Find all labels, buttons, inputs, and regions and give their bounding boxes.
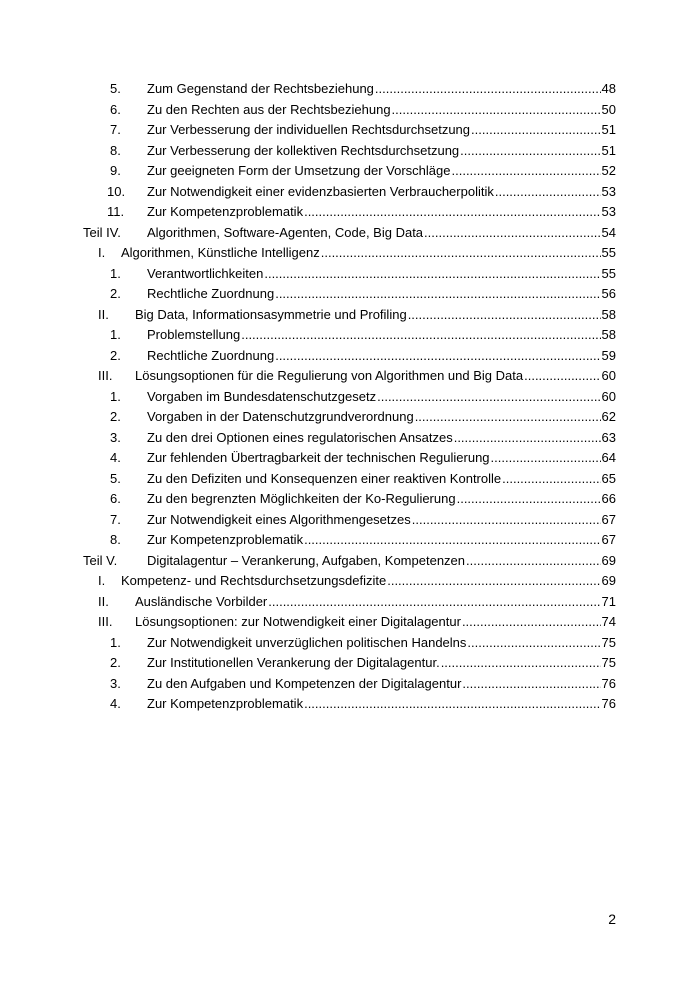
dot-leader: [462, 612, 601, 633]
toc-entry[interactable]: [0, 264, 700, 285]
toc-entry-number: 8.: [110, 532, 121, 547]
toc-entry-line: [121, 243, 616, 264]
toc-entry[interactable]: [0, 428, 700, 449]
toc-entry-page: 63: [601, 429, 616, 445]
toc-entry-page: 69: [601, 573, 616, 588]
dot-leader: [524, 366, 600, 387]
toc-entry-number: I.: [98, 245, 106, 260]
toc-entry-number: 6.: [110, 101, 121, 117]
dot-leader: [392, 100, 601, 121]
toc-entry-title: Zu den drei Optionen eines regulatorischen Ansatzes: [147, 428, 454, 449]
toc-entry[interactable]: [0, 161, 700, 182]
toc-entry[interactable]: [0, 100, 700, 121]
toc-entry[interactable]: [0, 325, 700, 346]
toc-entry-number: III.: [98, 614, 113, 629]
toc-entry-number: 11.: [107, 204, 125, 219]
toc-entry-page: 59: [601, 347, 616, 363]
toc-entry-number: 7.: [110, 122, 121, 137]
toc-entry-title: Zur Institutionellen Verankerung der Digitalagentur.: [147, 653, 441, 674]
dot-leader: [454, 428, 601, 449]
toc-entry-line: [147, 448, 616, 469]
toc-entry-page: 56: [601, 286, 616, 301]
dot-leader: [275, 284, 600, 305]
toc-entry-title: Zur Notwendigkeit eines Algorithmengesetzes: [147, 510, 412, 531]
toc-entry-page: 74: [601, 614, 616, 629]
toc-entry-page: 54: [601, 224, 616, 240]
toc-entry[interactable]: [0, 469, 700, 490]
toc-entry[interactable]: [0, 182, 700, 203]
toc-entry-title: Algorithmen, Künstliche Intelligenz: [121, 243, 321, 264]
toc-entry-title: Digitalagentur – Verankerung, Aufgaben, Kompetenzen: [147, 551, 466, 572]
toc-entry-title: Zur geeigneten Form der Umsetzung der Vorschläge: [147, 161, 452, 182]
toc-entry-page: 52: [601, 163, 616, 178]
toc-entry-title: Algorithmen, Software-Agenten, Code, Big Data: [147, 223, 424, 244]
toc-entry-line: [147, 387, 616, 408]
toc-entry-page: 75: [601, 655, 616, 670]
dot-leader: [412, 510, 601, 531]
toc-entry-number: 5.: [110, 470, 121, 486]
toc-entry-line: [147, 346, 616, 367]
toc-entry-title: Zu den begrenzten Möglichkeiten der Ko-Regulierung: [147, 489, 457, 510]
toc-entry-line: [147, 469, 616, 490]
toc-entry-line: [147, 223, 616, 244]
toc-entry-line: [135, 612, 616, 633]
toc-entry-title: Zum Gegenstand der Rechtsbeziehung: [147, 79, 375, 100]
toc-entry-line: [147, 202, 616, 223]
toc-entry-page: 60: [601, 388, 616, 404]
toc-entry[interactable]: [0, 510, 700, 531]
toc-entry-number: II.: [98, 306, 109, 322]
toc-entry-title: Problemstellung: [147, 325, 241, 346]
toc-entry-number: 1.: [110, 388, 121, 404]
toc-entry-page: 55: [601, 245, 616, 260]
toc-entry-number: II.: [98, 593, 109, 609]
toc-entry[interactable]: [0, 243, 700, 264]
toc-entry-title: Lösungsoptionen: zur Notwendigkeit einer Digitalagentur: [135, 612, 462, 633]
toc-entry-line: [147, 653, 616, 674]
page-number: 2: [608, 911, 616, 927]
toc-entry-number: 2.: [110, 347, 121, 363]
toc-entry-page: 67: [601, 511, 616, 527]
toc-entry-line: [147, 510, 616, 531]
toc-entry-page: 64: [601, 450, 616, 465]
toc-entry[interactable]: [0, 284, 700, 305]
toc-entry-number: 2.: [110, 286, 121, 301]
toc-entry-title: Big Data, Informationsasymmetrie und Profiling: [135, 305, 408, 326]
toc-entry[interactable]: [0, 366, 700, 387]
dot-leader: [462, 674, 600, 695]
toc-entry-line: [147, 161, 616, 182]
toc-entry[interactable]: [0, 694, 700, 715]
dot-leader: [377, 387, 600, 408]
toc-entry-page: 65: [601, 470, 616, 486]
toc-entry-line: [135, 305, 616, 326]
dot-leader: [441, 653, 601, 674]
dot-leader: [466, 551, 601, 572]
toc-entry-page: 53: [601, 204, 616, 219]
toc-entry-title: Zur Kompetenzproblematik: [147, 202, 304, 223]
dot-leader: [424, 223, 600, 244]
toc-entry-page: 75: [601, 634, 616, 650]
toc-entry-title: Kompetenz- und Rechtsdurchsetzungsdefizite: [121, 571, 387, 592]
toc-entry[interactable]: [0, 633, 700, 654]
toc-entry-line: [147, 551, 616, 572]
toc-entry-line: [121, 571, 616, 592]
dot-leader: [304, 694, 600, 715]
toc-entry-number: 1.: [110, 327, 121, 342]
toc-entry[interactable]: [0, 530, 700, 551]
toc-entry[interactable]: [0, 571, 700, 592]
dot-leader: [321, 243, 601, 264]
toc-entry-number: Teil IV.: [83, 224, 121, 240]
toc-entry-title: Zu den Aufgaben und Kompetenzen der Digitalagentur: [147, 674, 462, 695]
toc-entry-number: 2.: [110, 655, 121, 670]
toc-entry-title: Zu den Rechten aus der Rechtsbeziehung: [147, 100, 392, 121]
dot-leader: [491, 448, 601, 469]
toc-entry-line: [147, 100, 616, 121]
toc-entry-number: I.: [98, 573, 106, 588]
toc-entry[interactable]: [0, 612, 700, 633]
toc-entry-number: 7.: [110, 511, 121, 527]
toc-entry-page: 53: [601, 183, 616, 199]
toc-entry-title: Lösungsoptionen für die Regulierung von Algorithmen und Big Data: [135, 366, 524, 387]
toc-entry-line: [147, 428, 616, 449]
dot-leader: [304, 202, 600, 223]
toc-entry-title: Rechtliche Zuordnung: [147, 284, 275, 305]
toc-entry-page: 67: [601, 532, 616, 547]
toc-entry[interactable]: [0, 223, 700, 244]
toc-entry-page: 58: [601, 306, 616, 322]
toc-entry-number: 9.: [110, 163, 121, 178]
toc-entry-title: Zur Notwendigkeit einer evidenzbasierten Verbraucherpolitik: [147, 182, 495, 203]
toc-entry[interactable]: [0, 79, 700, 100]
toc-entry-title: Zur Kompetenzproblematik: [147, 530, 304, 551]
dot-leader: [275, 346, 600, 367]
dot-leader: [457, 489, 601, 510]
toc-entry-line: [147, 694, 616, 715]
toc-entry-line: [147, 79, 616, 100]
toc-entry-title: Ausländische Vorbilder: [135, 592, 268, 613]
toc-entry-page: 51: [601, 122, 616, 137]
toc-entry-title: Vorgaben im Bundesdatenschutzgesetz: [147, 387, 377, 408]
toc-entry[interactable]: [0, 653, 700, 674]
toc-entry[interactable]: [0, 120, 700, 141]
toc-entry-line: [147, 633, 616, 654]
toc-entry-line: [147, 674, 616, 695]
toc-entry-page: 50: [601, 101, 616, 117]
toc-entry-line: [135, 366, 616, 387]
dot-leader: [387, 571, 600, 592]
toc-entry-number: 3.: [110, 675, 121, 691]
toc-entry-title: Zur Notwendigkeit unverzüglichen politischen Handelns: [147, 633, 467, 654]
toc-entry-page: 60: [601, 368, 616, 383]
dot-leader: [415, 407, 601, 428]
toc-entry-title: Verantwortlichkeiten: [147, 264, 264, 285]
toc-entry-number: 6.: [110, 491, 121, 506]
toc-entry-number: 4.: [110, 450, 121, 465]
dot-leader: [460, 141, 600, 162]
toc-entry-line: [147, 489, 616, 510]
dot-leader: [241, 325, 600, 346]
toc-entry[interactable]: [0, 346, 700, 367]
dot-leader: [495, 182, 601, 203]
toc-entry-page: 66: [601, 491, 616, 506]
toc-entry-line: [147, 284, 616, 305]
toc-entry-number: 3.: [110, 429, 121, 445]
toc-entry-number: 5.: [110, 81, 121, 96]
toc-entry-number: 1.: [110, 265, 121, 281]
toc-entry-number: 2.: [110, 409, 121, 424]
toc-entry[interactable]: [0, 387, 700, 408]
toc-entry[interactable]: [0, 407, 700, 428]
toc-entry[interactable]: [0, 551, 700, 572]
toc-entry-page: 51: [601, 142, 616, 158]
toc-entry-title: Rechtliche Zuordnung: [147, 346, 275, 367]
toc-entry-number: 1.: [110, 634, 121, 650]
toc-entry[interactable]: [0, 305, 700, 326]
dot-leader: [268, 592, 600, 613]
dot-leader: [264, 264, 600, 285]
toc-entry-title: Zu den Defiziten und Konsequenzen einer reaktiven Kontrolle: [147, 469, 502, 490]
toc-entry-line: [147, 325, 616, 346]
toc-entry-line: [135, 592, 616, 613]
toc-entry-page: 48: [601, 81, 616, 96]
toc-entry-number: 4.: [110, 696, 121, 711]
dot-leader: [375, 79, 601, 100]
toc-entry[interactable]: [0, 592, 700, 613]
toc-entry-number: 10.: [107, 183, 126, 199]
toc-entry[interactable]: [0, 202, 700, 223]
toc-entry[interactable]: [0, 448, 700, 469]
dot-leader: [471, 120, 601, 141]
toc-entry-title: Vorgaben in der Datenschutzgrundverordnung: [147, 407, 415, 428]
dot-leader: [502, 469, 600, 490]
dot-leader: [452, 161, 601, 182]
toc-entry-line: [147, 264, 616, 285]
toc-entry-number: Teil V.: [83, 552, 118, 568]
toc-entry-line: [147, 141, 616, 162]
toc-entry-page: 76: [601, 675, 616, 691]
toc-entry-page: 62: [601, 409, 616, 424]
toc-entry-title: Zur Verbesserung der kollektiven Rechtsdurchsetzung: [147, 141, 460, 162]
dot-leader: [304, 530, 600, 551]
toc-entry-number: 8.: [110, 142, 121, 158]
toc-entry[interactable]: [0, 674, 700, 695]
toc-entry-page: 71: [601, 593, 616, 609]
dot-leader: [467, 633, 600, 654]
toc-entry[interactable]: [0, 141, 700, 162]
toc-entry-line: [147, 407, 616, 428]
toc-entry-number: III.: [98, 368, 113, 383]
toc-entry-line: [147, 182, 616, 203]
toc-entry[interactable]: [0, 489, 700, 510]
toc-entry-title: Zur fehlenden Übertragbarkeit der technischen Regulierung: [147, 448, 491, 469]
toc-entry-page: 76: [601, 696, 616, 711]
toc-entry-title: Zur Verbesserung der individuellen Rechtsdurchsetzung: [147, 120, 471, 141]
toc-entry-page: 58: [601, 327, 616, 342]
dot-leader: [408, 305, 601, 326]
toc-entry-line: [147, 120, 616, 141]
toc-entry-title: Zur Kompetenzproblematik: [147, 694, 304, 715]
toc-entry-page: 55: [601, 265, 616, 281]
table-of-contents: [0, 79, 700, 715]
toc-entry-line: [147, 530, 616, 551]
toc-entry-page: 69: [601, 552, 616, 568]
